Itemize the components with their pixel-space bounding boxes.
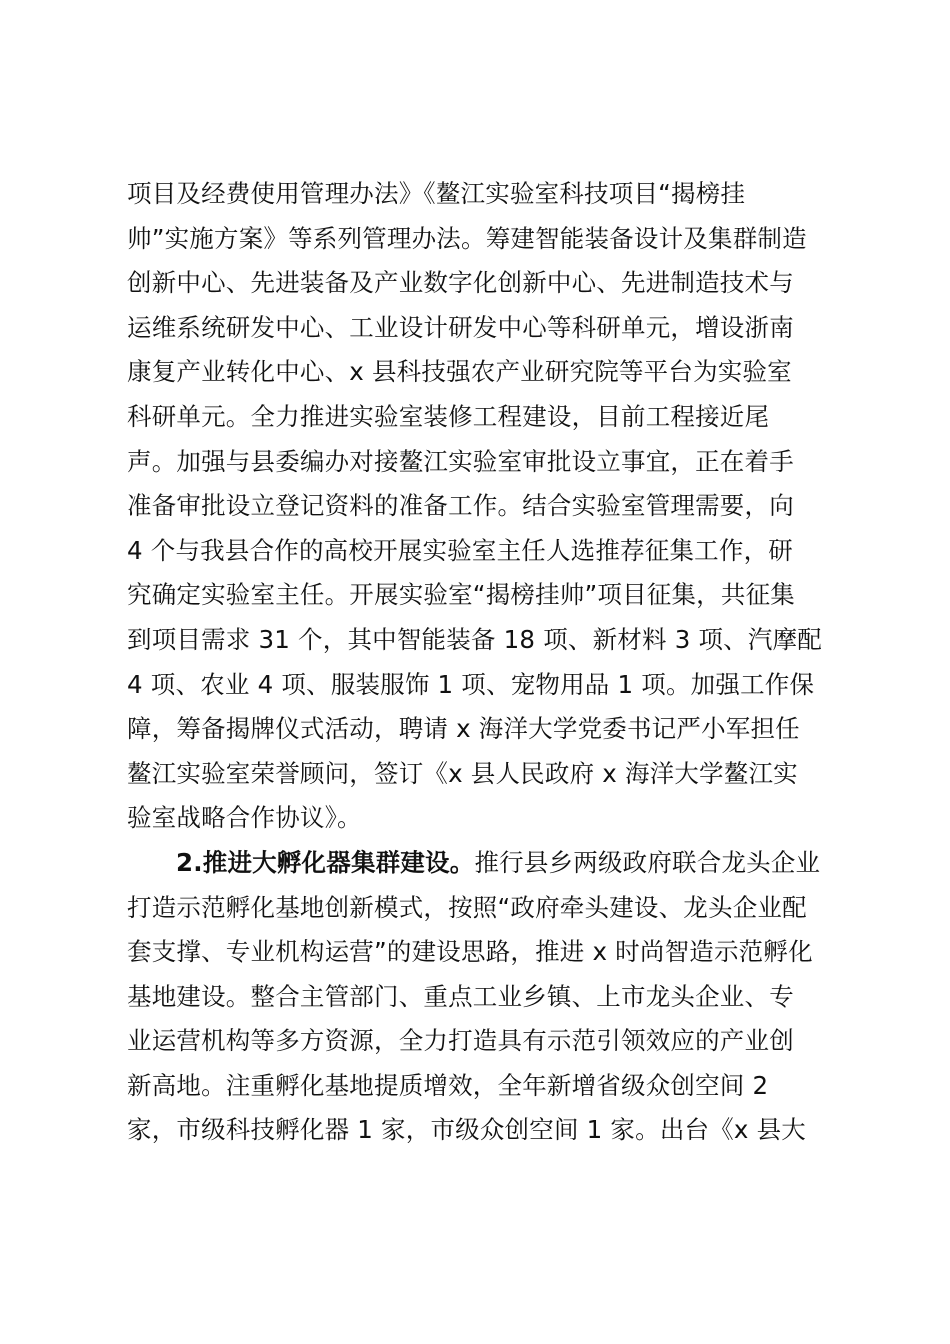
text-line: 障，筹备揭牌仪式活动，聘请 x 海洋大学党委书记严小军担任 — [127, 714, 800, 744]
body-text — [127, 172, 847, 1153]
text-line: 创新中心、先进装备及产业数字化创新中心、先进制造技术与 — [127, 268, 794, 298]
text-line: 帅”实施方案》等系列管理办法。筹建智能装备设计及集群制造 — [127, 223, 807, 253]
text-line: 4 个与我县合作的高校开展实验室主任人选推荐征集工作，研 — [127, 535, 793, 565]
text-line: 到项目需求 31 个，其中智能装备 18 项、新材料 3 项、汽摩配 — [127, 624, 822, 654]
section-heading-text: 推行县乡两级政府联合龙头企业 — [474, 847, 821, 877]
text-line: 基地建设。整合主管部门、重点工业乡镇、上市龙头企业、专 — [127, 981, 794, 1011]
text-line: 声。加强与县委编办对接鳌江实验室审批设立事宜，正在着手 — [127, 446, 794, 476]
text-line: 家，市级科技孵化器 1 家，市级众创空间 1 家。出台《x 县大 — [127, 1115, 807, 1145]
text-line: 套支撑、专业机构运营”的建设思路，推进 x 时尚智造示范孵化 — [127, 937, 813, 967]
text-line: 准备审批设立登记资料的准备工作。结合实验室管理需要，向 — [127, 491, 794, 521]
text-line: 运维系统研发中心、工业设计研发中心等科研单元，增设浙南 — [127, 312, 794, 342]
text-line: 康复产业转化中心、x 县科技强农产业研究院等平台为实验室 — [127, 357, 792, 387]
text-line: 4 项、农业 4 项、服装服饰 1 项、宠物用品 1 项。加强工作保 — [127, 669, 815, 699]
section-heading: 2.推进大孵化器集群建设。 — [176, 847, 475, 877]
text-line: 验室战略合作协议》。 — [127, 803, 362, 833]
text-line: 科研单元。全力推进实验室装修工程建设，目前工程接近尾 — [127, 401, 770, 431]
text-line: 新高地。注重孵化基地提质增效，全年新增省级众创空间 2 — [127, 1070, 769, 1100]
text-line: 业运营机构等多方资源，全力打造具有示范引领效应的产业创 — [127, 1026, 794, 1056]
text-line: 项目及经费使用管理办法》《鳌江实验室科技项目“揭榜挂 — [127, 179, 746, 208]
section-heading-line — [127, 841, 847, 886]
text-line: 打造示范孵化基地创新模式，按照“政府牵头建设、龙头企业配 — [127, 892, 807, 922]
text-line: 究确定实验室主任。开展实验室“揭榜挂帅”项目征集，共征集 — [127, 580, 795, 610]
text-line: 鳌江实验室荣誉顾问，签订《x 县人民政府 x 海洋大学鳌江实 — [127, 758, 798, 788]
